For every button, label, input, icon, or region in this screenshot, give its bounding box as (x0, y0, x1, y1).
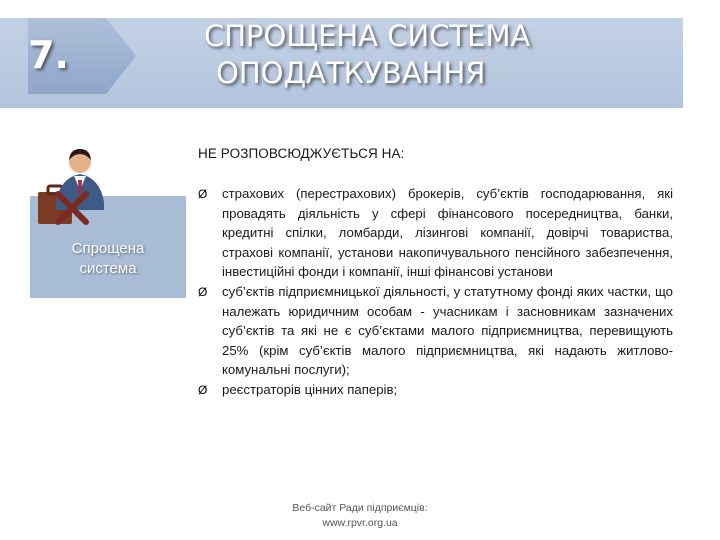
title-line-1: СПРОЩЕНА СИСТЕМА (204, 19, 531, 53)
list-item-text: суб’єктів підприємницької діяльності, у статутному фонді яких частки, що належать юридичним особам - учасникам і засновникам зазначених суб’єктів та які не є суб’єктами малого підприємництва, перевищують 25% (крім суб’єктів малого підприємництва, які надають житлово-комунальні послуги); (222, 283, 673, 378)
list-item (198, 184, 673, 282)
arrow-bullet-icon: Ø (198, 284, 208, 299)
sidebar-label (30, 239, 186, 279)
slide-number: 7. (28, 33, 69, 77)
arrow-bullet-icon: Ø (198, 382, 208, 397)
footer-link[interactable]: www.rpvr.org.ua (322, 517, 398, 529)
list-item-text: страхових (перестрахових) брокерів, суб’єктів господарювання, які провадять діяльність у сфері фінансового посередництва, банки, кредитні спілки, ломбарди, лізингові компанії, довірчі товариства, страхові компанії, установи накопичувального пенсійного забезпечення, інвестиційні фонди і компанії, інші фінансові установи (222, 186, 673, 280)
footer (240, 501, 480, 531)
sidebar-label-line-1: Спрощена (71, 240, 145, 257)
sidebar-label-line-2: система (79, 260, 137, 277)
footer-caption: Веб-сайт Ради підприємців: (292, 502, 428, 514)
section-heading: НЕ РОЗПОВСЮДЖУЄТЬСЯ НА: (198, 146, 405, 161)
page-title (200, 18, 620, 92)
title-line-2: ОПОДАТКУВАННЯ (216, 56, 486, 90)
bullet-list (198, 184, 673, 401)
business-person-icon (30, 140, 130, 250)
list-item (198, 380, 673, 401)
list-item-text: реєстраторів цінних паперів; (222, 381, 398, 397)
arrow-bullet-icon: Ø (198, 187, 208, 201)
list-item (198, 282, 673, 380)
